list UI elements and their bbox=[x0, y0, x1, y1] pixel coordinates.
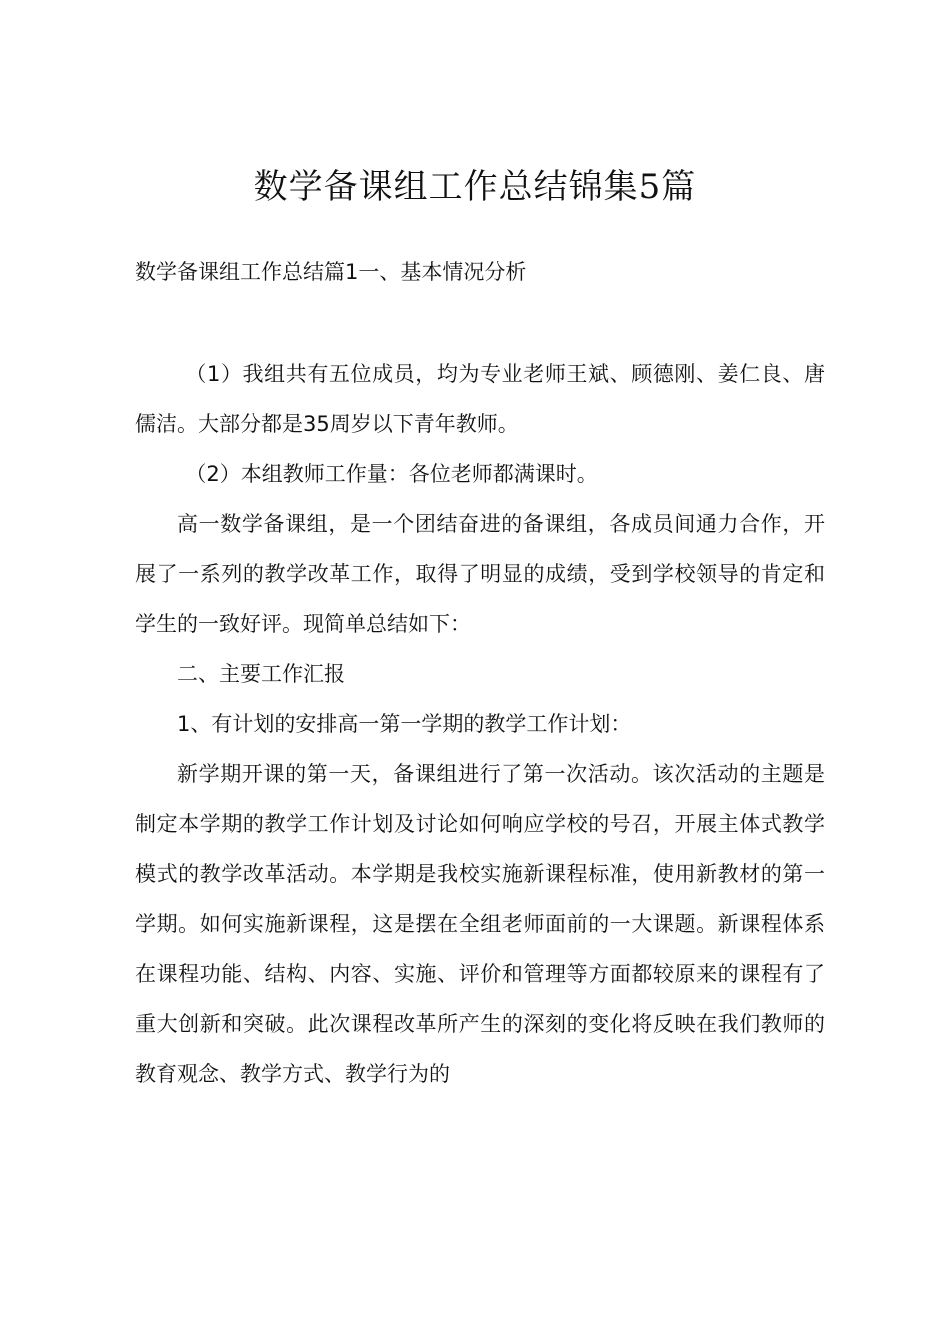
paragraph-plan-heading: 1、有计划的安排高一第一学期的教学工作计划： bbox=[177, 712, 632, 736]
paragraph-group-intro: 高一数学备课组，是一个团结奋进的备课组，各成员间通力合作，开展了一系列的教学改革工作，取得了明显的成绩，受到学校领导的肯定和学生的一致好评。现简单总结如下： bbox=[135, 512, 825, 636]
paragraph-workload: （2）本组教师工作量：各位老师都满课时。 bbox=[185, 462, 598, 486]
document-title: 数学备课组工作总结锦集5篇 bbox=[253, 167, 697, 207]
document-body bbox=[135, 349, 825, 1099]
section-heading: 数学备课组工作总结篇1一、基本情况分析 bbox=[135, 260, 527, 284]
paragraph-members: （1）我组共有五位成员，均为专业老师王斌、顾德刚、姜仁良、唐儒洁。大部分都是35周岁以下青年教师。 bbox=[135, 362, 825, 436]
paragraph-first-activity: 新学期开课的第一天，备课组进行了第一次活动。该次活动的主题是制定本学期的教学工作计划及讨论如何响应学校的号召，开展主体式教学模式的教学改革活动。本学期是我校实施新课程标准，使用新教材的第一学期。如何实施新课程，这是摆在全组老师面前的一大课题。新课程体系在课程功能、结构、内容、实施、评价和管理等方面都较原来的课程有了重大创新和突破。此次课程改革所产生的深刻的变化将反映在我们教师的教育观念、教学方式、教学行为的 bbox=[135, 762, 825, 1086]
paragraph-section-two-heading: 二、主要工作汇报 bbox=[177, 662, 345, 686]
